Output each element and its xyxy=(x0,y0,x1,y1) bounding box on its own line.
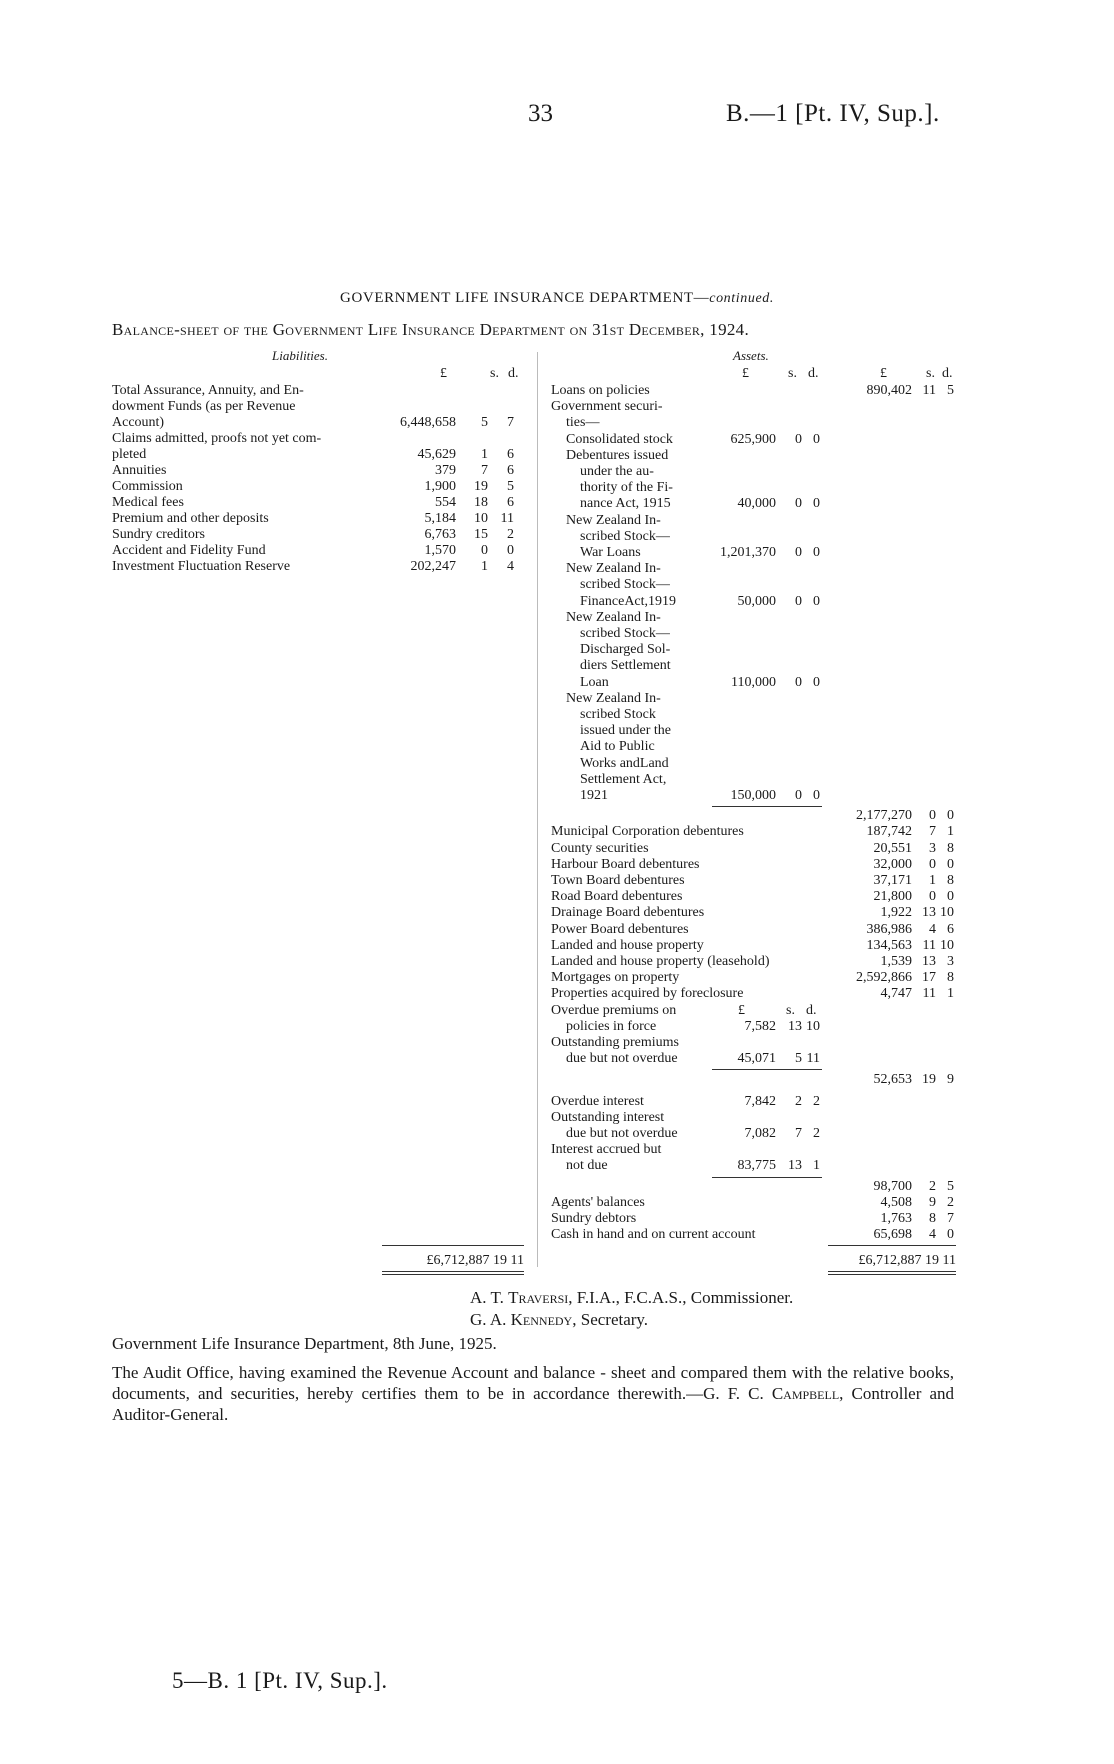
asset-row-s: 11 xyxy=(922,986,936,1002)
premium-col-s: s. xyxy=(786,1002,795,1018)
liability-row-d: 11 xyxy=(500,511,514,526)
claims-line2: pleted xyxy=(112,447,147,462)
gov-item-d: 0 xyxy=(813,788,820,803)
gov-item-pounds: 40,000 xyxy=(737,496,776,512)
gov-item-s: 0 xyxy=(795,431,802,447)
liability-row-label: Sundry creditors xyxy=(112,527,205,542)
asset-row-pounds: 32,000 xyxy=(873,856,912,872)
liability-row-s: 7 xyxy=(481,463,488,478)
liability-row-pounds: 379 xyxy=(435,463,456,478)
asset-row-label: Municipal Corporation debentures xyxy=(551,824,744,840)
gov-item-pounds: 50,000 xyxy=(737,593,776,609)
overdue-premiums-s: 13 xyxy=(788,1018,802,1034)
gov-item-s: 0 xyxy=(795,788,802,803)
gov-item-line: Works andLand xyxy=(580,755,669,771)
overdue-interest-label: Overdue interest xyxy=(551,1093,644,1109)
asset-row-s: 0 xyxy=(929,856,936,872)
asset-tail-s: 9 xyxy=(929,1194,936,1210)
loans-s: 11 xyxy=(922,383,936,398)
liability-row-pounds: 1,570 xyxy=(424,543,456,558)
asset-row-d: 0 xyxy=(947,856,954,872)
asset-row-d: 1 xyxy=(947,824,954,840)
gov-securities-line1: Government securi- xyxy=(551,399,663,415)
asset-row-label: Landed and house property (leasehold) xyxy=(551,954,770,969)
asset-tail-label: Sundry debtors xyxy=(551,1211,637,1226)
liability-row-s: 10 xyxy=(474,511,488,526)
gov-item-d: 0 xyxy=(813,545,820,560)
department-title-suffix: continued. xyxy=(709,291,774,306)
outstanding-interest-d: 2 xyxy=(813,1126,820,1141)
sig2-name: Kennedy xyxy=(510,1310,573,1329)
outstanding-premiums-s: 5 xyxy=(795,1051,802,1067)
asset-row-pounds: 386,986 xyxy=(866,921,912,937)
gov-item-line: Discharged Sol- xyxy=(580,642,671,658)
outstanding-interest-s: 7 xyxy=(795,1126,802,1141)
overdue-premiums-line1: Overdue premiums on xyxy=(551,1002,677,1018)
gov-item-line: New Zealand In- xyxy=(566,690,661,706)
liability-row-d: 4 xyxy=(507,559,514,574)
gov-item-line: scribed Stock— xyxy=(580,626,670,641)
asset-row-label: Mortgages on property xyxy=(551,970,680,986)
gov-item-line: scribed Stock— xyxy=(580,577,670,593)
asset-tail-d: 0 xyxy=(947,1227,954,1243)
asset-row-s: 17 xyxy=(922,970,936,986)
page-reference: B.—1 [Pt. IV, Sup.]. xyxy=(726,100,940,127)
outstanding-premiums-line1: Outstanding premiums xyxy=(551,1035,679,1050)
gov-item-line: thority of the Fi- xyxy=(580,480,673,496)
liability-row-pounds: 5,184 xyxy=(424,511,456,526)
asset-tail-pounds: 1,763 xyxy=(880,1211,912,1226)
gov-item-s: 0 xyxy=(795,593,802,609)
premiums-subtotal-rule xyxy=(712,1069,822,1070)
liability-row-pounds: 1,900 xyxy=(424,479,456,494)
gov-item-line: nance Act, 1915 xyxy=(580,496,671,512)
audit-text: The Audit Office, having examined the Revenue Account and balance - sheet and compared them with the relative books, documents, and securities, hereby certifies them to be in accordance therewith.—G. F. C. xyxy=(112,1363,954,1403)
asset-col-s: s. xyxy=(788,366,797,381)
liability-row-label: Annuities xyxy=(112,463,167,478)
gov-securities-line2: ties— xyxy=(566,415,600,431)
overdue-premiums-line2: policies in force xyxy=(566,1018,657,1034)
loans-pounds: 890,402 xyxy=(866,383,912,398)
liability-row-label: Accident and Fidelity Fund xyxy=(112,543,266,558)
liability-row-label: Premium and other deposits xyxy=(112,511,269,526)
department-title-text: GOVERNMENT LIFE INSURANCE DEPARTMENT— xyxy=(340,290,710,306)
claims-s: 1 xyxy=(481,447,488,462)
asset-col2-pound: £ xyxy=(880,366,887,381)
audit-certificate xyxy=(112,1362,954,1425)
liab-col-s: s. xyxy=(490,366,499,381)
gov-item-d: 0 xyxy=(813,593,820,609)
liability-row-d: 0 xyxy=(507,543,514,558)
asset-row-pounds: 1,922 xyxy=(880,905,912,921)
overdue-interest-d: 2 xyxy=(813,1093,820,1109)
gov-item-line: New Zealand In- xyxy=(566,609,661,625)
asset-tail-label: Agents' balances xyxy=(551,1194,645,1210)
asset-row-label: Power Board debentures xyxy=(551,921,689,937)
gov-total-s: 0 xyxy=(929,808,936,824)
premium-col-pound: £ xyxy=(738,1002,745,1018)
liabilities-total: £6,712,887 19 11 xyxy=(426,1253,524,1268)
asset-row-pounds: 37,171 xyxy=(873,873,912,888)
loans-d: 5 xyxy=(947,383,954,398)
asset-tail-s: 4 xyxy=(929,1227,936,1243)
liability-row-d: 6 xyxy=(507,463,514,478)
accrued-interest-line2: not due xyxy=(566,1158,608,1174)
asset-row-s: 13 xyxy=(922,905,936,921)
total-assurance-line2: dowment Funds (as per Revenue xyxy=(112,399,296,414)
sig1-title: , F.I.A., F.C.A.S., Commissioner. xyxy=(568,1288,794,1307)
asset-col2-s: s. xyxy=(926,366,935,381)
dated-line: Government Life Insurance Department, 8th June, 1925. xyxy=(112,1334,497,1353)
asset-row-d: 6 xyxy=(947,921,954,937)
asset-row-d: 10 xyxy=(940,905,954,921)
claims-pounds: 45,629 xyxy=(417,447,456,462)
assets-total-double-rule xyxy=(828,1271,956,1275)
outstanding-premiums-pounds: 45,071 xyxy=(737,1051,776,1067)
outstanding-interest-pounds: 7,082 xyxy=(744,1126,776,1141)
liab-col-pound: £ xyxy=(440,366,447,381)
gov-item-line: War Loans xyxy=(580,545,641,560)
outstanding-interest-line2: due but not overdue xyxy=(566,1126,678,1141)
gov-item-d: 0 xyxy=(813,674,820,690)
asset-row-d: 8 xyxy=(947,970,954,986)
gov-subtotal-rule xyxy=(712,806,822,807)
assets-total: £6,712,887 19 11 xyxy=(858,1253,956,1268)
gov-item-pounds: 150,000 xyxy=(730,788,776,803)
claims-line1: Claims admitted, proofs not yet com- xyxy=(112,431,322,446)
gov-item-line: New Zealand In- xyxy=(566,561,661,577)
premium-col-d: d. xyxy=(806,1002,817,1018)
total-assurance-s: 5 xyxy=(481,415,488,430)
gov-item-s: 0 xyxy=(795,545,802,560)
premiums-total-d: 9 xyxy=(947,1072,954,1088)
liability-row-label: Commission xyxy=(112,479,183,494)
gov-item-pounds: 110,000 xyxy=(731,674,776,690)
loans-label: Loans on policies xyxy=(551,383,650,398)
liability-row-label: Medical fees xyxy=(112,495,184,510)
asset-row-label: Town Board debentures xyxy=(551,873,685,888)
gov-item-line: Debentures issued xyxy=(566,447,669,463)
asset-row-pounds: 1,539 xyxy=(880,954,912,969)
footer-reference: 5—B. 1 [Pt. IV, Sup.]. xyxy=(172,1668,388,1693)
asset-col-d: d. xyxy=(808,366,819,381)
secretary-signature xyxy=(470,1310,648,1330)
liability-row-label: Investment Fluctuation Reserve xyxy=(112,559,291,574)
outstanding-premiums-d: 11 xyxy=(806,1051,820,1067)
asset-row-d: 8 xyxy=(947,840,954,856)
accrued-interest-s: 13 xyxy=(788,1158,802,1174)
gov-item-line: scribed Stock— xyxy=(580,528,670,544)
gov-item-line: New Zealand In- xyxy=(566,512,661,528)
asset-tail-s: 8 xyxy=(929,1211,936,1226)
asset-row-label: Properties acquired by foreclosure xyxy=(551,986,744,1002)
liability-row-s: 18 xyxy=(474,495,488,510)
asset-row-s: 0 xyxy=(929,889,936,905)
asset-tail-d: 2 xyxy=(947,1194,954,1210)
gov-item-line: FinanceAct,1919 xyxy=(580,593,677,609)
asset-row-label: Road Board debentures xyxy=(551,889,683,905)
liab-col-d: d. xyxy=(508,366,519,381)
liability-row-pounds: 6,763 xyxy=(424,527,456,542)
asset-row-d: 10 xyxy=(940,937,954,953)
asset-row-d: 8 xyxy=(947,873,954,888)
assets-heading: Assets. xyxy=(733,348,769,363)
overdue-interest-pounds: 7,842 xyxy=(744,1093,776,1109)
gov-item-s: 0 xyxy=(795,496,802,512)
interest-total-d: 5 xyxy=(947,1178,954,1194)
sig2-title: , Secretary. xyxy=(572,1310,649,1329)
gov-item-s: 0 xyxy=(795,674,802,690)
gov-item-line: diers Settlement xyxy=(580,658,671,674)
premiums-total-s: 19 xyxy=(922,1072,936,1088)
gov-item-line: issued under the xyxy=(580,723,671,739)
gov-item-pounds: 625,900 xyxy=(730,431,776,447)
asset-row-d: 1 xyxy=(947,986,954,1002)
liability-row-pounds: 202,247 xyxy=(410,559,456,574)
asset-row-pounds: 187,742 xyxy=(866,824,912,840)
asset-row-pounds: 20,551 xyxy=(873,840,912,856)
asset-row-label: County securities xyxy=(551,840,649,856)
asset-tail-pounds: 4,508 xyxy=(880,1194,912,1210)
gov-total-pounds: 2,177,270 xyxy=(856,808,912,824)
interest-total-pounds: 98,700 xyxy=(873,1178,912,1194)
audit-name: Campbell xyxy=(771,1384,840,1403)
asset-row-pounds: 2,592,866 xyxy=(856,970,912,986)
gov-item-line: Loan xyxy=(580,674,609,690)
overdue-premiums-d: 10 xyxy=(806,1018,820,1034)
total-assurance-d: 7 xyxy=(507,415,514,430)
overdue-premiums-pounds: 7,582 xyxy=(744,1018,776,1034)
liability-row-s: 19 xyxy=(474,479,488,494)
gov-item-line: 1921 xyxy=(580,788,608,803)
asset-row-s: 4 xyxy=(929,921,936,937)
asset-tail-d: 7 xyxy=(947,1211,954,1226)
accrued-interest-pounds: 83,775 xyxy=(737,1158,776,1174)
accrued-interest-line1: Interest accrued but xyxy=(551,1142,662,1158)
asset-row-label: Harbour Board debentures xyxy=(551,856,700,872)
asset-row-d: 0 xyxy=(947,889,954,905)
asset-tail-label: Cash in hand and on current account xyxy=(551,1227,756,1243)
asset-row-s: 13 xyxy=(922,954,936,969)
interest-subtotal-rule xyxy=(712,1177,822,1178)
asset-row-s: 11 xyxy=(922,937,936,953)
accrued-interest-d: 1 xyxy=(813,1158,820,1174)
liability-row-s: 0 xyxy=(481,543,488,558)
asset-row-pounds: 4,747 xyxy=(880,986,912,1002)
asset-col2-d: d. xyxy=(942,366,953,381)
total-assurance-line3: Account) xyxy=(112,415,165,430)
liability-row-d: 5 xyxy=(507,479,514,494)
gov-total-d: 0 xyxy=(947,808,954,824)
gov-item-line: scribed Stock xyxy=(580,707,656,722)
overdue-interest-s: 2 xyxy=(795,1093,802,1109)
asset-row-pounds: 21,800 xyxy=(873,889,912,905)
outstanding-interest-line1: Outstanding interest xyxy=(551,1109,665,1125)
audit-suffix: , Controller and Auditor-General. xyxy=(112,1384,955,1424)
asset-row-d: 3 xyxy=(947,954,954,969)
interest-total-s: 2 xyxy=(929,1178,936,1194)
liability-row-s: 1 xyxy=(481,559,488,574)
asset-col-pound: £ xyxy=(742,366,749,381)
sig1-initials: A. T. xyxy=(470,1288,504,1307)
commissioner-signature xyxy=(470,1288,793,1308)
asset-row-s: 7 xyxy=(929,824,936,840)
claims-d: 6 xyxy=(507,447,514,462)
liability-row-d: 6 xyxy=(507,495,514,510)
asset-row-label: Landed and house property xyxy=(551,937,704,953)
gov-item-line: under the au- xyxy=(580,464,654,479)
liabilities-heading: Liabilities. xyxy=(272,348,328,363)
total-assurance-pounds: 6,448,658 xyxy=(400,415,456,430)
gov-item-d: 0 xyxy=(813,496,820,512)
asset-row-s: 3 xyxy=(929,840,936,856)
gov-item-line: Consolidated stock xyxy=(566,431,673,447)
premiums-total-pounds: 52,653 xyxy=(873,1072,912,1088)
asset-row-s: 1 xyxy=(929,873,936,888)
gov-item-pounds: 1,201,370 xyxy=(720,545,776,560)
total-assurance-line1: Total Assurance, Annuity, and En- xyxy=(112,383,304,398)
liability-row-s: 15 xyxy=(474,527,488,542)
assets-total-rule xyxy=(828,1245,956,1246)
asset-row-pounds: 134,563 xyxy=(866,937,912,953)
sig2-initials: G. A. xyxy=(470,1310,507,1329)
outstanding-premiums-line2: due but not overdue xyxy=(566,1051,678,1067)
page-number: 33 xyxy=(528,100,553,127)
liability-row-d: 2 xyxy=(507,527,514,542)
gov-item-line: Aid to Public xyxy=(580,739,655,755)
liability-row-pounds: 554 xyxy=(435,495,456,510)
balance-sheet-title: Balance-sheet of the Government Life Insurance Department on 31st December, 1924. xyxy=(112,320,750,339)
sig1-name: Traversi xyxy=(508,1288,569,1307)
gov-item-line: Settlement Act, xyxy=(580,771,667,787)
gov-item-d: 0 xyxy=(813,431,820,447)
asset-tail-pounds: 65,698 xyxy=(873,1227,912,1243)
asset-row-label: Drainage Board debentures xyxy=(551,905,705,921)
